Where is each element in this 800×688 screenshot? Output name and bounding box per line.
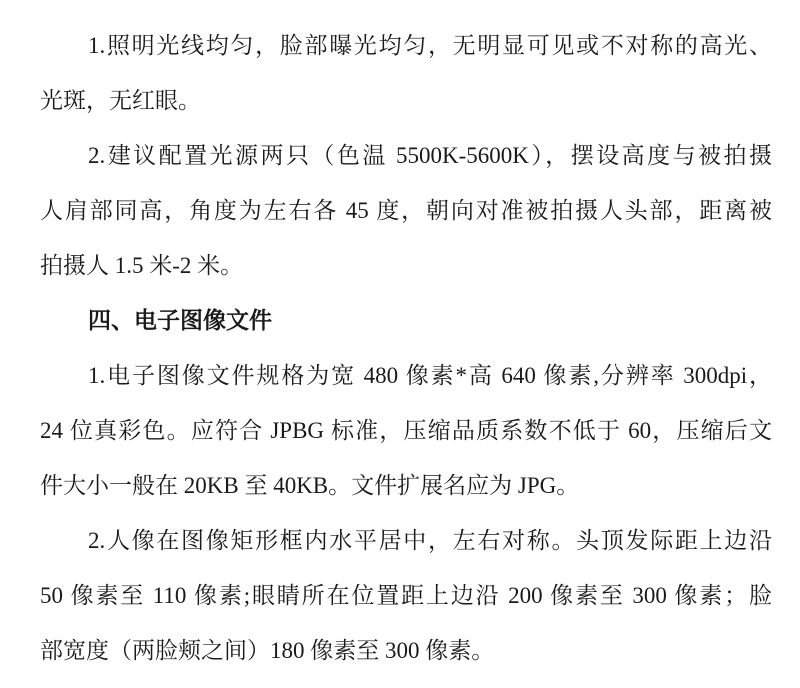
paragraph-line: 光斑，无红眼。 bbox=[40, 88, 201, 113]
paragraph-line: 24 位真彩色。应符合 JPBG 标准，压缩品质系数不低于 60，压缩后文 bbox=[40, 418, 772, 443]
paragraph-line: 2.人像在图像矩形框内水平居中，左右对称。头顶发际距上边沿 bbox=[88, 528, 772, 553]
paragraph-lighting-uniformity bbox=[40, 18, 772, 128]
paragraph-line: 部宽度（两脸颊之间）180 像素至 300 像素。 bbox=[40, 638, 495, 663]
paragraph-line: 拍摄人 1.5 米-2 米。 bbox=[40, 253, 244, 278]
paragraph-line: 件大小一般在 20KB 至 40KB。文件扩展名应为 JPG。 bbox=[40, 473, 580, 498]
paragraph-portrait-position bbox=[40, 513, 772, 678]
paragraph-line: 1.照明光线均匀，脸部曝光均匀，无明显可见或不对称的高光、 bbox=[88, 33, 772, 58]
paragraph-line: 1.电子图像文件规格为宽 480 像素*高 640 像素,分辨率 300dpi， bbox=[88, 363, 772, 388]
paragraph-file-spec bbox=[40, 348, 772, 513]
paragraph-line: 人肩部同高，角度为左右各 45 度，朝向对准被拍摄人头部，距离被 bbox=[40, 198, 772, 223]
paragraph-line: 50 像素至 110 像素;眼睛所在位置距上边沿 200 像素至 300 像素；脸 bbox=[40, 583, 772, 608]
section-heading: 四、电子图像文件 bbox=[88, 308, 272, 333]
paragraph-light-source bbox=[40, 128, 772, 293]
paragraph-line: 2.建议配置光源两只（色温 5500K-5600K），摆设高度与被拍摄 bbox=[88, 143, 772, 168]
